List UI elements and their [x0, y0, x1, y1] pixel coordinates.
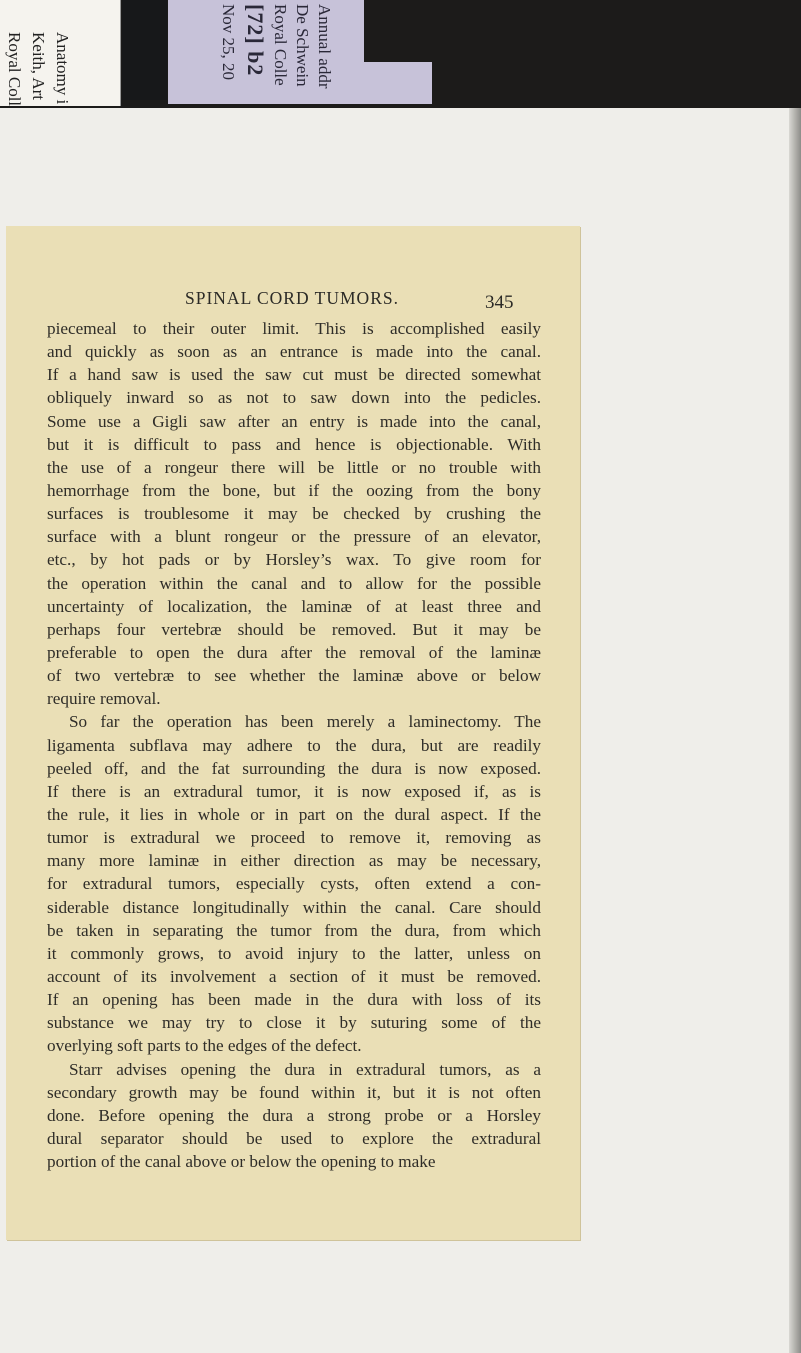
index-slip-line: Anatomy i — [53, 32, 72, 105]
text-line: it commonly grows, to avoid injury to the latter, unless on — [47, 943, 541, 963]
text-line: secondary growth may be found within it, but it is not often — [47, 1082, 541, 1102]
index-slip — [0, 0, 121, 106]
text-line: etc., by hot pads or by Horsley’s wax. To give room for — [47, 550, 541, 570]
dark-slip-gap — [122, 0, 167, 100]
text-line: surfaces is troublesome it may be checked by crushing the — [47, 504, 541, 524]
text-line: substance we may try to close it by suturing some of the — [47, 1013, 541, 1033]
text-line: ligamenta subflava may adhere to the dura, but are readily — [47, 735, 541, 755]
library-label-tab — [364, 62, 432, 104]
text-line: done. Before opening the dura a strong probe or a Horsley — [47, 1105, 541, 1125]
text-line: tumor is extradural we proceed to remove it, removing as — [47, 828, 541, 848]
text-line: but it is difficult to pass and hence is objectionable. With — [47, 434, 541, 454]
library-label-line: De Schwein — [293, 4, 312, 87]
text-line: perhaps four vertebræ should be removed. But it may be — [47, 619, 541, 639]
index-slip-line: Keith, Art — [29, 32, 48, 100]
page-edge-shadow — [789, 108, 801, 1353]
text-line: peeled off, and the fat surrounding the dura is now exposed. — [47, 758, 541, 778]
text-line: and quickly as soon as an entrance is made into the canal. — [47, 342, 541, 362]
text-line: the rule, it lies in whole or in part on the dural aspect. If the — [47, 804, 541, 824]
text-line: If there is an extradural tumor, it is now exposed if, as is — [47, 781, 541, 801]
label-date: Nov 25, 20 — [219, 4, 238, 81]
text-line: for extradural tumors, especially cysts, often extend a con- — [47, 874, 541, 894]
body-text — [47, 317, 541, 1173]
text-line: Some use a Gigli saw after an entry is made into the canal, — [47, 411, 541, 431]
text-line: If an opening has been made in the dura with loss of its — [47, 990, 541, 1010]
text-line: If a hand saw is used the saw cut must be directed somewhat — [47, 365, 541, 385]
text-line: the operation within the canal and to allow for the possible — [47, 573, 541, 593]
text-line: dural separator should be used to explore the extradural — [47, 1128, 541, 1148]
page-header — [6, 288, 580, 312]
text-line: uncertainty of localization, the laminæ of at least three and — [47, 596, 541, 616]
text-line: the use of a rongeur there will be little or no trouble with — [47, 457, 541, 477]
text-line: require removal. — [47, 689, 161, 709]
text-line: many more laminæ in either direction as may be necessary, — [47, 851, 541, 871]
text-line: portion of the canal above or below the opening to make — [47, 1152, 436, 1172]
text-line: surface with a blunt rongeur or the pressure of an elevator, — [47, 527, 541, 547]
page-number: 345 — [485, 292, 514, 313]
library-label — [168, 0, 364, 104]
text-line: Starr advises opening the dura in extradural tumors, as a — [69, 1059, 541, 1079]
text-line: obliquely inward so as not to saw down into the pedicles. — [47, 388, 541, 408]
text-line: be taken in separating the tumor from the dura, from which — [47, 920, 541, 940]
text-line: piecemeal to their outer limit. This is accomplished easily — [47, 319, 541, 338]
text-line: account of its involvement a section of it must be removed. — [47, 966, 541, 986]
library-label-line: Annual addr — [315, 4, 334, 89]
book-page — [6, 226, 580, 1240]
index-slip-line: Royal Coll — [5, 32, 24, 106]
library-label-line: Royal Colle — [271, 4, 290, 86]
running-head: SPINAL CORD TUMORS. — [185, 288, 399, 308]
text-line: siderable distance longitudinally within the canal. Care should — [47, 897, 541, 917]
text-line: hemorrhage from the bone, but if the oozing from the bony — [47, 480, 541, 500]
text-line: overlying soft parts to the edges of the defect. — [47, 1036, 362, 1056]
text-line: So far the operation has been merely a laminectomy. The — [69, 712, 541, 732]
text-line: preferable to open the dura after the removal of the laminæ — [47, 642, 541, 662]
text-line: of two vertebræ to see whether the laminæ above or below — [47, 666, 541, 686]
shelfmark: [72] b2 — [243, 4, 268, 77]
